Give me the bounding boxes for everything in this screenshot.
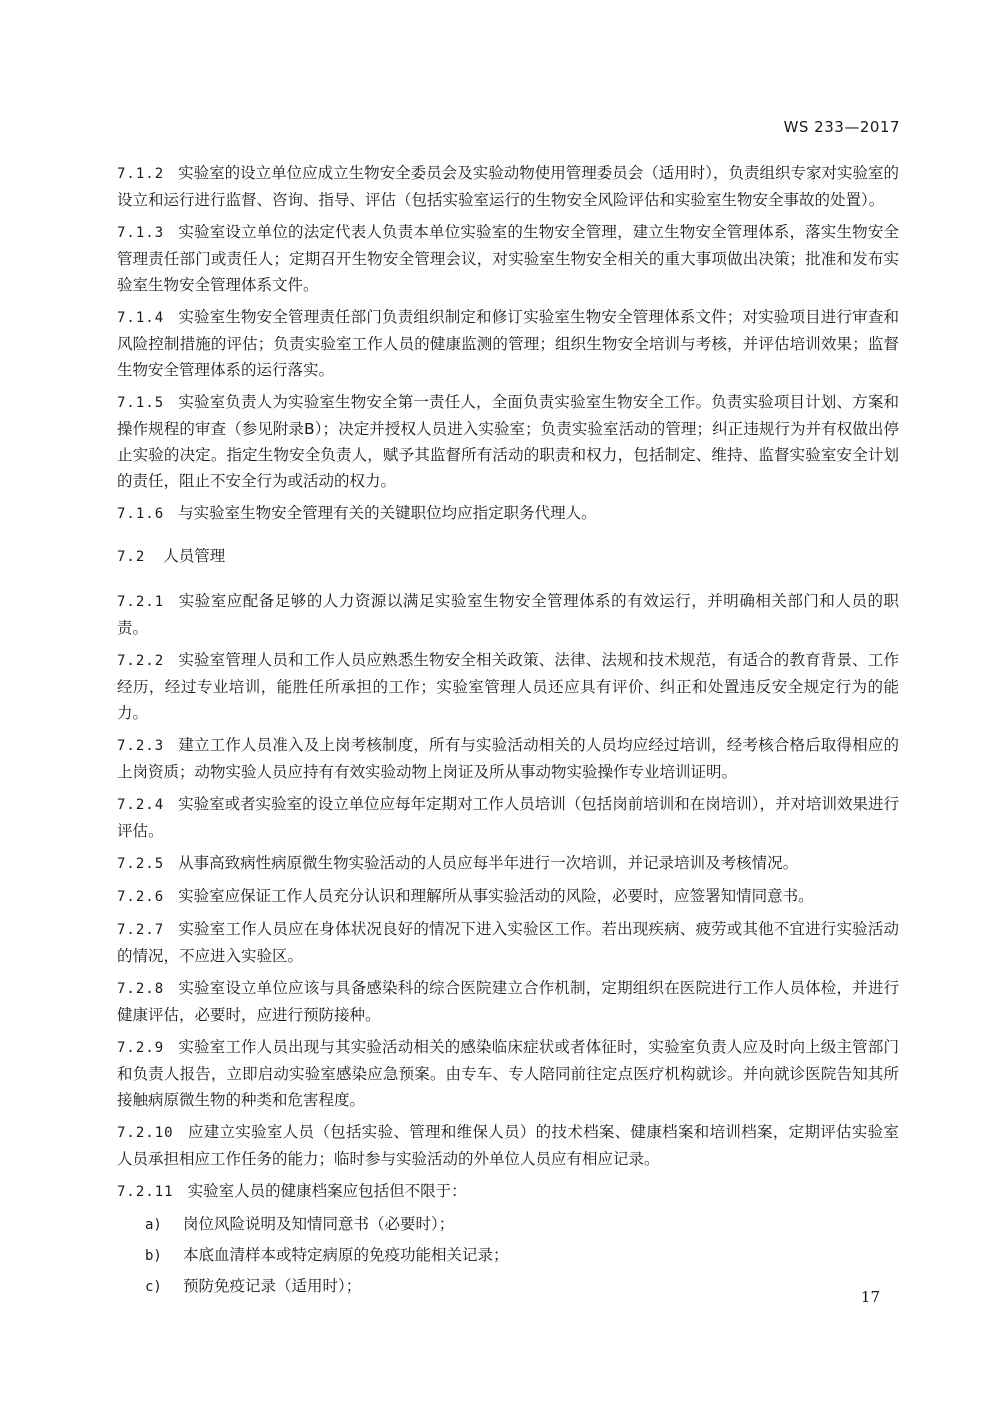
list-item	[145, 1273, 899, 1300]
clause-number: 7.2.8	[117, 981, 165, 997]
clause-number: 7.2.5	[117, 856, 165, 872]
clause-text: 与实验室生物安全管理有关的关键职位均应指定职务代理人。	[178, 504, 597, 522]
list-item	[145, 1211, 899, 1238]
list-text: 岗位风险说明及知情同意书（必要时）；	[183, 1215, 455, 1233]
clause-paragraph	[117, 1119, 899, 1172]
clause-paragraph	[117, 219, 899, 298]
clause-text: 建立工作人员准入及上岗考核制度，所有与实验活动相关的人员均应经过培训，经考核合格后取得相应的上岗资质；动物实验人员应持有有效实验动物上岗证及所从事动物实验操作专业培训证明。	[117, 736, 899, 781]
clause-paragraph	[117, 1034, 899, 1113]
clause-number: 7.1.6	[117, 506, 165, 522]
clause-paragraph	[117, 732, 899, 785]
clause-number: 7.2.1	[117, 594, 165, 610]
document-body	[117, 160, 899, 1304]
clause-text: 实验室人员的健康档案应包括但不限于：	[187, 1182, 467, 1200]
page-number: 17	[860, 1288, 880, 1306]
clause-text: 实验室工作人员出现与其实验活动相关的感染临床症状或者体征时，实验室负责人应及时向上级主管部门和负责人报告，立即启动实验室感染应急预案。由专车、专人陪同前往定点医疗机构就诊。并向就诊医院告知其所接触病原微生物的种类和危害程度。	[117, 1038, 899, 1109]
clause-text: 从事高致病性病原微生物实验活动的人员应每半年进行一次培训，并记录培训及考核情况。	[178, 854, 799, 872]
clause-number: 7.1.4	[117, 310, 165, 326]
clause-number: 7.2.9	[117, 1040, 165, 1056]
clause-text: 实验室设立单位的法定代表人负责本单位实验室的生物安全管理，建立生物安全管理体系，落实生物安全管理责任部门或责任人；定期召开生物安全管理会议，对实验室生物安全相关的重大事项做出决策；批准和发布实验室生物安全管理体系文件。	[117, 223, 899, 294]
clause-group-7-2	[117, 588, 899, 1205]
clause-group-7-1	[117, 160, 899, 527]
clause-number: 7.2.6	[117, 889, 165, 905]
clause-number: 7.1.5	[117, 395, 165, 411]
clause-number: 7.2.10	[117, 1125, 174, 1141]
clause-paragraph	[117, 647, 899, 726]
list-item	[145, 1242, 899, 1269]
clause-paragraph	[117, 850, 899, 877]
clause-paragraph	[117, 975, 899, 1028]
list-text: 预防免疫记录（适用时）；	[183, 1277, 362, 1295]
clause-paragraph	[117, 588, 899, 641]
clause-paragraph	[117, 304, 899, 383]
section-heading	[117, 543, 899, 570]
clause-number: 7.2.4	[117, 797, 165, 813]
clause-text: 实验室应配备足够的人力资源以满足实验室生物安全管理体系的有效运行，并明确相关部门和人员的职责。	[117, 592, 899, 637]
health-record-list	[117, 1211, 899, 1300]
clause-text: 实验室或者实验室的设立单位应每年定期对工作人员培训（包括岗前培训和在岗培训），并对培训效果进行评估。	[117, 795, 899, 840]
clause-paragraph	[117, 389, 899, 494]
clause-text: 实验室负责人为实验室生物安全第一责任人，全面负责实验室生物安全工作。负责实验项目计划、方案和操作规程的审查（参见附录B）；决定并授权人员进入实验室；负责实验室活动的管理；纠正违规行为并有权做出停止实验的决定。指定生物安全负责人，赋予其监督所有活动的职责和权力，包括制定、维持、监督实验室安全计划的责任，阻止不安全行为或活动的权力。	[117, 393, 899, 490]
list-marker: c)	[145, 1279, 162, 1295]
clause-number: 7.2.2	[117, 653, 165, 669]
clause-number: 7.2.3	[117, 738, 165, 754]
clause-number: 7.2.7	[117, 922, 165, 938]
clause-paragraph	[117, 160, 899, 213]
clause-paragraph	[117, 916, 899, 969]
list-marker: a)	[145, 1217, 162, 1233]
clause-paragraph	[117, 883, 899, 910]
section-title: 人员管理	[163, 547, 226, 565]
list-text: 本底血清样本或特定病原的免疫功能相关记录；	[183, 1246, 509, 1264]
standard-code: WS 233—2017	[783, 118, 900, 136]
clause-text: 实验室应保证工作人员充分认识和理解所从事实验活动的风险，必要时，应签署知情同意书。	[178, 887, 814, 905]
clause-text: 实验室的设立单位应成立生物安全委员会及实验动物使用管理委员会（适用时），负责组织专家对实验室的设立和运行进行监督、咨询、指导、评估（包括实验室运行的生物安全风险评估和实验室生物安全事故的处置）。	[117, 164, 899, 209]
list-marker: b)	[145, 1248, 162, 1264]
clause-text: 实验室管理人员和工作人员应熟悉生物安全相关政策、法律、法规和技术规范，有适合的教育背景、工作经历，经过专业培训，能胜任所承担的工作；实验室管理人员还应具有评价、纠正和处置违反安全规定行为的能力。	[117, 651, 899, 722]
clause-number: 7.2.11	[117, 1184, 174, 1200]
clause-number: 7.1.3	[117, 225, 165, 241]
clause-text: 实验室设立单位应该与具备感染科的综合医院建立合作机制，定期组织在医院进行工作人员体检，并进行健康评估，必要时，应进行预防接种。	[117, 979, 899, 1024]
clause-text: 实验室工作人员应在身体状况良好的情况下进入实验区工作。若出现疾病、疲劳或其他不宜进行实验活动的情况，不应进入实验区。	[117, 920, 899, 965]
clause-paragraph	[117, 1178, 899, 1205]
section-number: 7.2	[117, 549, 146, 565]
clause-paragraph	[117, 791, 899, 844]
clause-text: 应建立实验室人员（包括实验、管理和维保人员）的技术档案、健康档案和培训档案，定期评估实验室人员承担相应工作任务的能力；临时参与实验活动的外单位人员应有相应记录。	[117, 1123, 899, 1168]
clause-paragraph	[117, 500, 899, 527]
clause-number: 7.1.2	[117, 166, 165, 182]
clause-text: 实验室生物安全管理责任部门负责组织制定和修订实验室生物安全管理体系文件；对实验项目进行审查和风险控制措施的评估；负责实验室工作人员的健康监测的管理；组织生物安全培训与考核，并评估培训效果；监督生物安全管理体系的运行落实。	[117, 308, 899, 379]
